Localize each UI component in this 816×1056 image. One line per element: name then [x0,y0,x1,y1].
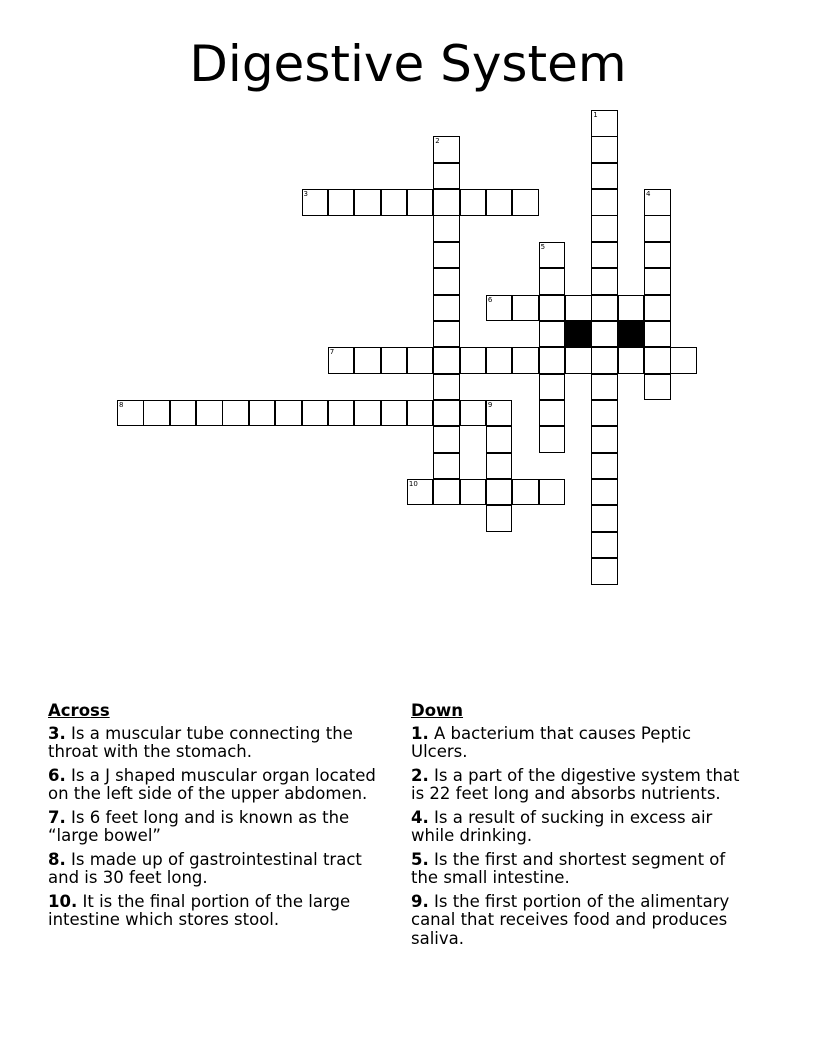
grid-cell[interactable] [354,189,381,216]
grid-cell[interactable] [591,110,618,137]
grid-cell[interactable] [433,374,460,401]
cell-number: 1 [593,111,598,119]
grid-cell[interactable] [486,505,513,532]
grid-cell[interactable] [275,400,302,427]
grid-cell[interactable] [433,453,460,480]
clue-number: 10. [48,891,78,911]
grid-cell[interactable] [512,295,539,322]
grid-cell[interactable] [381,400,408,427]
grid-cell[interactable] [591,374,618,401]
down-clue [411,767,751,804]
grid-cell[interactable] [486,479,513,506]
down-clue [411,893,751,949]
grid-cell[interactable] [618,295,645,322]
grid-cell[interactable] [407,400,434,427]
clue-number: 8. [48,849,66,869]
puzzle-title: Digestive System [189,35,627,93]
grid-cell[interactable] [354,347,381,374]
grid-cell[interactable] [512,347,539,374]
clue-number: 4. [411,807,429,827]
grid-cell[interactable] [644,295,671,322]
cell-number: 10 [408,479,418,488]
grid-cell[interactable] [381,189,408,216]
down-heading: Down [411,701,464,720]
grid-cell[interactable] [539,295,566,322]
grid-cell[interactable] [539,347,566,374]
clue-text: It is the final portion of the large intestine which stores stool. [48,891,351,929]
black-square [565,321,592,348]
grid-cell[interactable] [644,374,671,401]
grid-cell[interactable] [644,242,671,269]
grid-cell[interactable] [644,189,671,216]
grid-cell[interactable] [591,163,618,190]
grid-cell[interactable] [591,242,618,269]
clue-number: 5. [411,849,429,869]
grid-cell[interactable] [460,400,487,427]
grid-cell[interactable] [539,426,566,453]
grid-cell[interactable] [591,215,618,242]
grid-cell[interactable] [591,532,618,559]
clue-text: A bacterium that causes Peptic Ulcers. [411,723,692,761]
grid-cell[interactable] [565,347,592,374]
grid-cell[interactable] [407,347,434,374]
grid-cell[interactable] [512,189,539,216]
grid-cell[interactable] [618,347,645,374]
grid-cell[interactable] [644,321,671,348]
grid-cell[interactable] [644,215,671,242]
grid-cell[interactable] [433,215,460,242]
cell-number: 8 [119,400,124,409]
clue-number: 1. [411,723,429,743]
clue-text: Is a J shaped muscular organ located on the left side of the upper abdomen. [48,765,376,803]
clue-number: 2. [411,765,429,785]
cell-number: 5 [540,242,546,251]
grid-cell[interactable] [644,268,671,295]
grid-cell[interactable] [302,189,329,216]
grid-cell[interactable] [433,479,460,506]
across-clue [48,767,388,804]
grid-cell[interactable] [433,163,460,190]
grid-cell[interactable] [670,347,697,374]
grid-cell[interactable] [591,189,618,216]
grid-cell[interactable] [539,321,566,348]
across-clue [48,893,388,930]
cell-number: 6 [487,295,493,304]
cell-number: 7 [329,348,335,357]
grid-cell[interactable] [433,189,460,216]
cell-number: 3 [303,190,308,199]
down-clue [411,725,751,762]
grid-cell[interactable] [486,295,513,322]
down-clue [411,809,751,846]
across-heading: Across [48,701,110,720]
grid-cell[interactable] [486,347,513,374]
clue-number: 6. [48,765,66,785]
grid-cell[interactable] [591,268,618,295]
grid-cell[interactable] [433,321,460,348]
clue-number: 3. [48,723,66,743]
grid-cell[interactable] [196,400,223,427]
clue-text: Is a result of sucking in excess air while drinking. [411,807,713,845]
clue-text: Is made up of gastrointestinal tract and is 30 feet long. [48,849,362,887]
grid-cell[interactable] [512,479,539,506]
grid-cell[interactable] [460,189,487,216]
grid-cell[interactable] [433,242,460,269]
clue-text: Is the first portion of the alimentary canal that receives food and produces saliva. [411,891,730,948]
grid-cell[interactable] [407,479,434,506]
grid-cell[interactable] [539,479,566,506]
grid-cell[interactable] [249,400,276,427]
across-clues [48,702,388,935]
grid-cell[interactable] [591,295,618,322]
grid-cell[interactable] [539,374,566,401]
grid-cell[interactable] [591,347,618,374]
grid-cell[interactable] [539,400,566,427]
grid-cell[interactable] [539,242,566,269]
grid-cell[interactable] [381,347,408,374]
grid-cell[interactable] [486,453,513,480]
grid-cell[interactable] [328,400,355,427]
grid-cell[interactable] [433,295,460,322]
down-clue [411,851,751,888]
grid-cell[interactable] [539,268,566,295]
grid-cell[interactable] [591,558,618,585]
grid-cell[interactable] [591,453,618,480]
grid-cell[interactable] [591,400,618,427]
grid-cell[interactable] [591,479,618,506]
cell-number: 2 [435,137,440,146]
grid-cell[interactable] [302,400,329,427]
grid-cell[interactable] [565,295,592,322]
grid-cell[interactable] [117,400,144,427]
grid-cell[interactable] [433,426,460,453]
clue-text: Is the first and shortest segment of the small intestine. [411,849,726,887]
grid-cell[interactable] [591,321,618,348]
down-clues [411,702,751,953]
grid-cell[interactable] [460,347,487,374]
grid-cell[interactable] [433,347,460,374]
across-clue [48,809,388,846]
clue-number: 9. [411,891,429,911]
clue-text: Is 6 feet long and is known as the “large bowel” [48,807,350,845]
grid-cell[interactable] [433,136,460,163]
grid-cell[interactable] [170,400,197,427]
grid-cell[interactable] [433,268,460,295]
grid-cell[interactable] [328,347,355,374]
grid-cell[interactable] [591,426,618,453]
clue-text: Is a muscular tube connecting the throat with the stomach. [48,723,353,761]
grid-cell[interactable] [460,479,487,506]
grid-cell[interactable] [486,400,513,427]
across-clue [48,725,388,762]
grid-cell[interactable] [143,400,170,427]
grid-cell[interactable] [591,505,618,532]
black-square [618,321,645,348]
cell-number: 4 [646,190,651,199]
grid-cell[interactable] [644,347,671,374]
grid-cell[interactable] [222,400,249,427]
clue-number: 7. [48,807,66,827]
grid-cell[interactable] [486,426,513,453]
cell-number: 9 [487,400,493,409]
grid-cell[interactable] [328,189,355,216]
grid-cell[interactable] [591,136,618,163]
grid-cell[interactable] [407,189,434,216]
across-clue [48,851,388,888]
grid-cell[interactable] [433,400,460,427]
clue-text: Is a part of the digestive system that is 22 feet long and absorbs nutrients. [411,765,740,803]
grid-cell[interactable] [354,400,381,427]
grid-cell[interactable] [486,189,513,216]
